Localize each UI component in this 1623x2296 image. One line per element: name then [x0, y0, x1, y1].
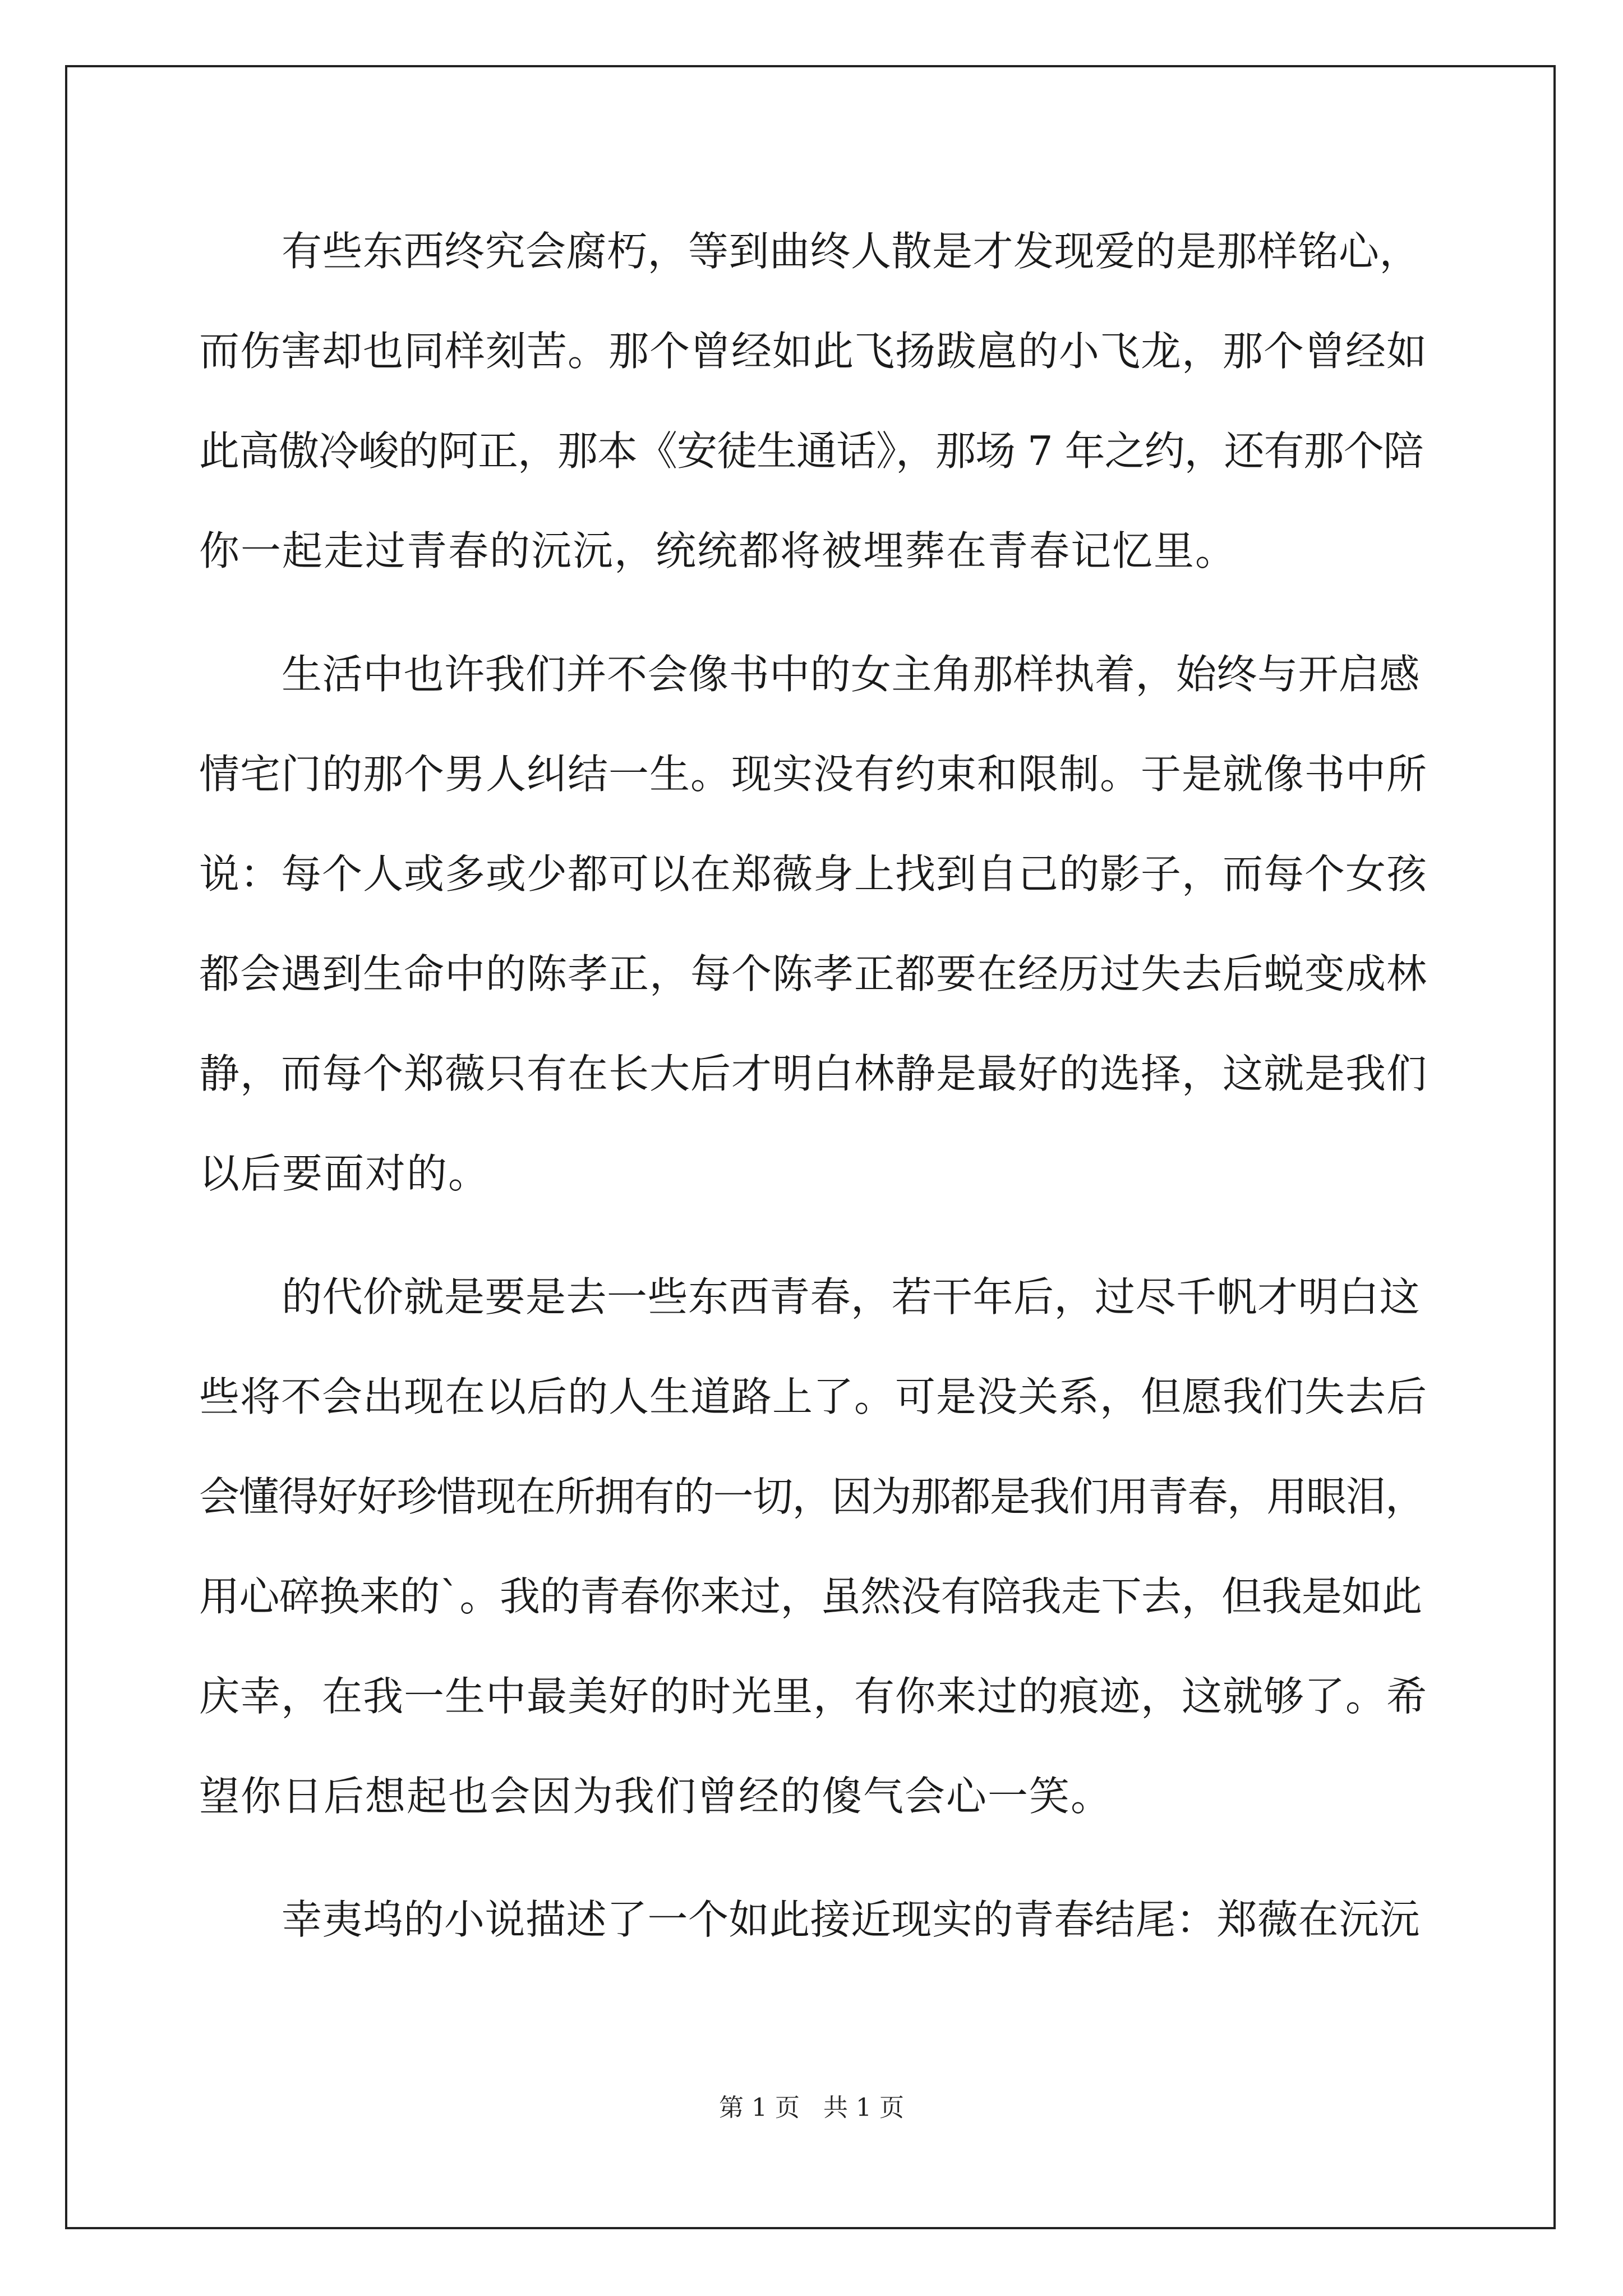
paragraph-3-line-6: 望你日后想起也会因为我们曾经的傻气会心一笑。 [199, 1773, 1113, 1820]
paragraph-1-line-1: 有些东西终究会腐朽，等到曲终人散是才发现爱的是那样铭心， [282, 228, 1421, 275]
paragraph-2-line-2: 情宅门的那个男人纠结一生。现实没有约束和限制。于是就像书中所 [199, 751, 1428, 798]
page-number: 第 1 页 共 1 页 [719, 2093, 904, 2122]
paragraph-2-line-1: 生活中也许我们并不会像书中的女主角那样执着，始终与开启感 [282, 651, 1421, 698]
paragraph-1-line-3: 此高傲冷峻的阿正，那本《安徒生通话》，那场 7 年之约，还有那个陪 [199, 427, 1423, 475]
paragraph-1-line-2: 而伤害却也同样刻苦。那个曾经如此飞扬跋扈的小飞龙，那个曾经如 [199, 328, 1428, 375]
paragraph-2-line-5: 静，而每个郑薇只有在长大后才明白林静是最好的选择，这就是我们 [199, 1050, 1428, 1097]
paragraph-2-line-4: 都会遇到生命中的陈孝正，每个陈孝正都要在经历过失去后蜕变成林 [199, 950, 1428, 997]
paragraph-3-line-3: 会懂得好好珍惜现在所拥有的一切，因为那都是我们用青春，用眼泪， [199, 1473, 1425, 1520]
paragraph-3-line-1: 的代价就是要是去一些东西青春，若干年后，过尽千帆才明白这 [282, 1273, 1421, 1320]
paragraph-1-line-4: 你一起走过青春的沅沅，统统都将被埋葬在青春记忆里。 [199, 527, 1237, 574]
paragraph-3-line-5: 庆幸，在我一生中最美好的时光里，有你来过的痕迹，这就够了。希 [199, 1673, 1428, 1720]
paragraph-4-line-1: 幸夷坞的小说描述了一个如此接近现实的青春结尾：郑薇在沅沅 [282, 1896, 1421, 1943]
paragraph-2-line-3: 说：每个人或多或少都可以在郑薇身上找到自己的影子，而每个女孩 [199, 850, 1428, 898]
paragraph-3-line-2: 些将不会出现在以后的人生道路上了。可是没关系，但愿我们失去后 [199, 1373, 1428, 1420]
paragraph-2-line-6: 以后要面对的。 [199, 1150, 490, 1197]
paragraph-3-line-4: 用心碎换来的`。我的青春你来过，虽然没有陪我走下去，但我是如此 [199, 1573, 1422, 1620]
